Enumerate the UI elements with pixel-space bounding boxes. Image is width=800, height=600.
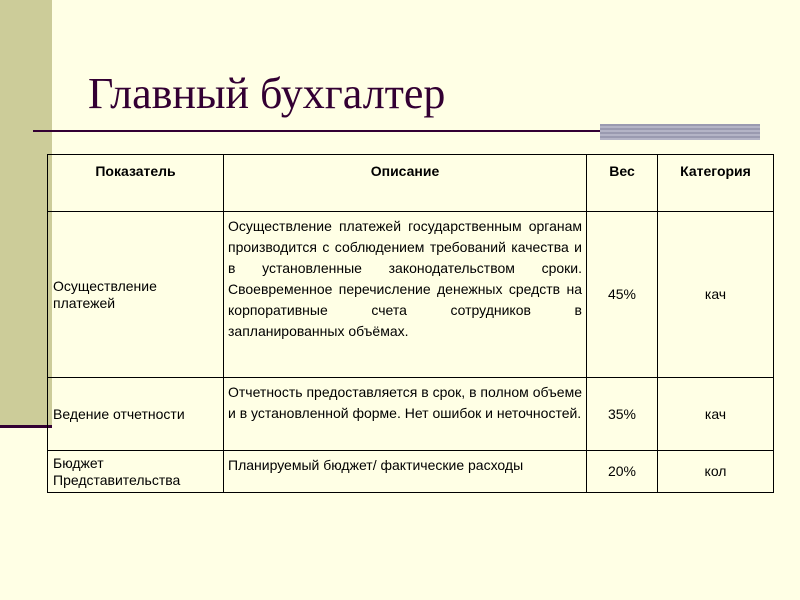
slide-title: Главный бухгалтер [88,69,446,118]
indicator-cell: Бюджет Представительства [48,451,224,493]
header-weight: Вес [587,155,658,212]
table-row [48,378,774,451]
description-cell: Осуществление платежей государственным органам производится с соблюдением требований качества и в установленные законодательством сроки. Своевременное перечисление денежных средств на корпоративные счета сотрудников в запланированных объёмах. [224,212,587,378]
category-cell: кол [658,451,774,493]
title-decor-block [600,124,760,140]
side-decor-line [0,425,52,428]
category-cell: кач [658,378,774,451]
table-row [48,451,774,493]
header-description: Описание [224,155,587,212]
weight-cell: 45% [587,212,658,378]
table-row [48,212,774,378]
header-category: Категория [658,155,774,212]
indicator-cell: Осуществление платежей [48,212,224,378]
weight-cell: 35% [587,378,658,451]
kpi-table [47,154,774,493]
indicator-cell: Ведение отчетности [48,378,224,451]
description-cell: Отчетность предоставляется в срок, в полном объеме и в установленной форме. Нет ошибок и неточностей. [224,378,587,451]
side-decor-bar [0,0,52,425]
weight-cell: 20% [587,451,658,493]
header-indicator: Показатель [48,155,224,212]
category-cell: кач [658,212,774,378]
description-cell: Планируемый бюджет/ фактические расходы [224,451,587,493]
table-header-row [48,155,774,212]
